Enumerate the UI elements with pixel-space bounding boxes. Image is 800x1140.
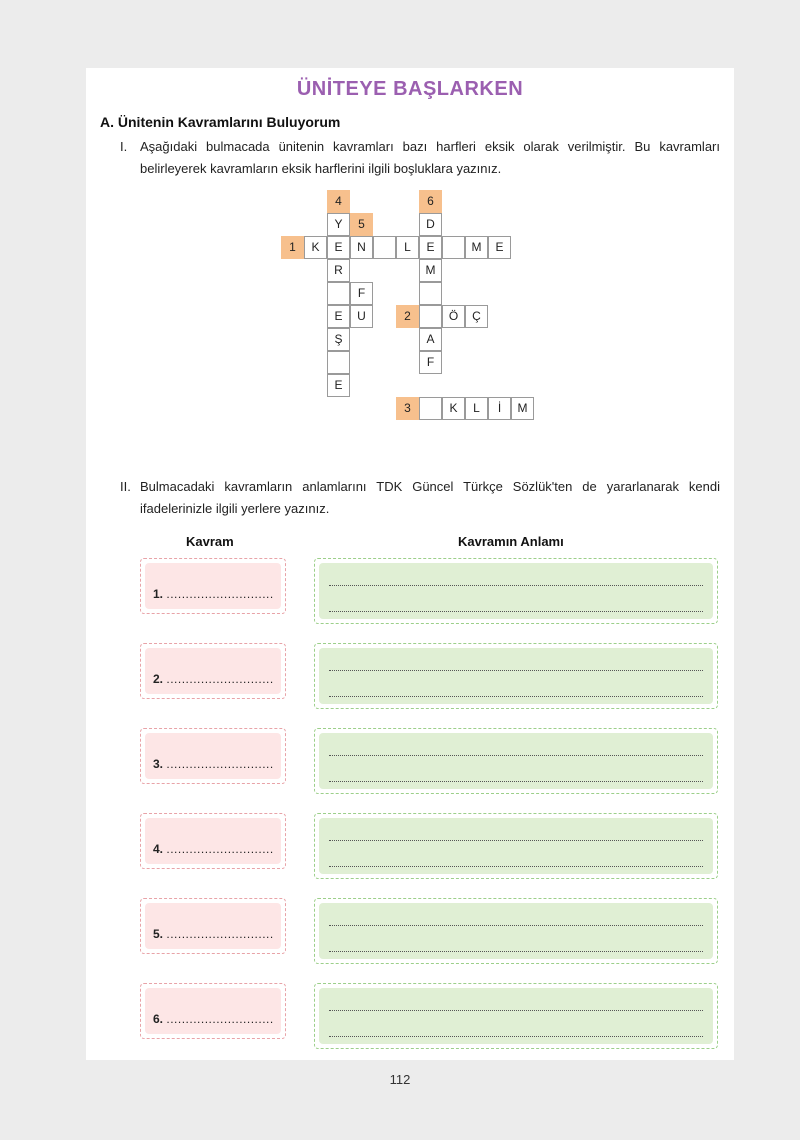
- crossword-cell-1-4[interactable]: [373, 236, 396, 259]
- anlam-box-fill: [319, 648, 713, 704]
- instruction-part-2: [120, 476, 720, 520]
- kavram-number: 5.: [153, 927, 164, 941]
- anlam-line-2: [329, 611, 703, 612]
- anlam-line-2: [329, 951, 703, 952]
- crossword-cell-6-1[interactable]: D: [419, 213, 442, 236]
- worksheet-page: [86, 68, 734, 1060]
- anlam-box[interactable]: [314, 643, 718, 709]
- kavram-box[interactable]: [140, 558, 286, 614]
- crossword-cell-6-6[interactable]: A: [419, 328, 442, 351]
- answer-row: [140, 728, 718, 796]
- anlam-line-1: [329, 925, 703, 926]
- crossword-cell-3-4[interactable]: İ: [488, 397, 511, 420]
- answer-row: [140, 813, 718, 881]
- crossword-cell-4-4[interactable]: [327, 282, 350, 305]
- crossword-cell-1-8[interactable]: M: [465, 236, 488, 259]
- kavram-number: 6.: [153, 1012, 164, 1026]
- anlam-line-2: [329, 866, 703, 867]
- anlam-line-2: [329, 696, 703, 697]
- anlam-box-fill: [319, 563, 713, 619]
- anlam-box-fill: [319, 818, 713, 874]
- anlam-box[interactable]: [314, 898, 718, 964]
- crossword-cell-4-1[interactable]: Y: [327, 213, 350, 236]
- crossword-cell-5-3[interactable]: U: [350, 305, 373, 328]
- instruction-part-1: [120, 136, 720, 180]
- anlam-line-2: [329, 1036, 703, 1037]
- crossword-cell-3-3[interactable]: L: [465, 397, 488, 420]
- roman-numeral-2: II.: [120, 479, 131, 494]
- kavram-blank: ............................: [166, 842, 274, 856]
- crossword-cell-1-3[interactable]: N: [350, 236, 373, 259]
- kavram-blank: ............................: [166, 927, 274, 941]
- kavram-box[interactable]: [140, 643, 286, 699]
- kavram-label: [153, 587, 274, 601]
- kavram-number: 3.: [153, 757, 164, 771]
- kavram-label: [153, 927, 274, 941]
- crossword-cell-4-6[interactable]: Ş: [327, 328, 350, 351]
- kavram-box[interactable]: [140, 728, 286, 784]
- crossword-cell-3-5[interactable]: M: [511, 397, 534, 420]
- anlam-line-1: [329, 1010, 703, 1011]
- anlam-line-1: [329, 755, 703, 756]
- crossword-cell-4-3[interactable]: R: [327, 259, 350, 282]
- crossword-cell-6-7[interactable]: F: [419, 351, 442, 374]
- kavram-box-fill: [145, 563, 281, 609]
- crossword-cell-5-2[interactable]: F: [350, 282, 373, 305]
- kavram-number: 1.: [153, 587, 164, 601]
- crossword-cell-4-5[interactable]: E: [327, 305, 350, 328]
- crossword-cell-2-3[interactable]: Ç: [465, 305, 488, 328]
- kavram-box-fill: [145, 818, 281, 864]
- anlam-box[interactable]: [314, 983, 718, 1049]
- crossword-cell-1-9[interactable]: E: [488, 236, 511, 259]
- anlam-line-1: [329, 585, 703, 586]
- crossword-cell-6-3[interactable]: M: [419, 259, 442, 282]
- kavram-box-fill: [145, 648, 281, 694]
- answer-row: [140, 898, 718, 966]
- kavram-column-header: Kavram: [186, 534, 234, 549]
- section-a-heading: A. Ünitenin Kavramlarını Buluyorum: [100, 114, 341, 130]
- crossword-cell-1-2[interactable]: E: [327, 236, 350, 259]
- kavram-blank: ............................: [166, 672, 274, 686]
- crossword-cell-1-1[interactable]: K: [304, 236, 327, 259]
- kavram-blank: ............................: [166, 1012, 274, 1026]
- answer-row: [140, 643, 718, 711]
- crossword-cell-2-1[interactable]: [419, 305, 442, 328]
- clue-number-3: 3: [396, 397, 419, 420]
- anlam-box-fill: [319, 988, 713, 1044]
- kavram-box-fill: [145, 733, 281, 779]
- crossword-cell-1-7[interactable]: [442, 236, 465, 259]
- anlam-box-fill: [319, 903, 713, 959]
- clue-number-4: 4: [327, 190, 350, 213]
- page-number: 112: [389, 1072, 411, 1087]
- anlam-line-2: [329, 781, 703, 782]
- kavram-box[interactable]: [140, 813, 286, 869]
- crossword-cell-3-2[interactable]: K: [442, 397, 465, 420]
- crossword-cell-6-4[interactable]: [419, 282, 442, 305]
- kavram-label: [153, 672, 274, 686]
- kavram-box[interactable]: [140, 983, 286, 1039]
- kavram-label: [153, 1012, 274, 1026]
- anlam-box[interactable]: [314, 558, 718, 624]
- roman-numeral-1: I.: [120, 139, 128, 154]
- crossword-cell-4-7[interactable]: [327, 351, 350, 374]
- kavram-number: 2.: [153, 672, 164, 686]
- instruction-text-1: Aşağıdaki bulmacada ünitenin kavramları bazı harfleri eksik olarak verilmiştir. Bu kavramları belirleyerek kavramların eksik harflerini ilgili boşluklara yazınız.: [140, 139, 720, 176]
- clue-number-6: 6: [419, 190, 442, 213]
- kavram-number: 4.: [153, 842, 164, 856]
- crossword-cell-1-6[interactable]: E: [419, 236, 442, 259]
- instruction-text-2: Bulmacadaki kavramların anlamlarını TDK Güncel Türkçe Sözlük'ten de yararlanarak kendi ifadelerinizle ilgili yerlere yazınız.: [140, 479, 720, 516]
- kavram-blank: ............................: [166, 757, 274, 771]
- anlam-box-fill: [319, 733, 713, 789]
- page-title: ÜNİTEYE BAŞLARKEN: [296, 78, 524, 100]
- clue-number-5: 5: [350, 213, 373, 236]
- anlam-box[interactable]: [314, 728, 718, 794]
- answer-row: [140, 558, 718, 626]
- answer-row: [140, 983, 718, 1051]
- anlam-box[interactable]: [314, 813, 718, 879]
- crossword-cell-1-5[interactable]: L: [396, 236, 419, 259]
- kavram-label: [153, 757, 274, 771]
- clue-number-1: 1: [281, 236, 304, 259]
- kavram-box-fill: [145, 988, 281, 1034]
- crossword-cell-3-1[interactable]: [419, 397, 442, 420]
- clue-number-2: 2: [396, 305, 419, 328]
- anlam-line-1: [329, 840, 703, 841]
- kavram-box-fill: [145, 903, 281, 949]
- anlam-column-header: Kavramın Anlamı: [458, 534, 564, 549]
- crossword-cell-4-8[interactable]: E: [327, 374, 350, 397]
- crossword-cell-2-2[interactable]: Ö: [442, 305, 465, 328]
- kavram-box[interactable]: [140, 898, 286, 954]
- kavram-label: [153, 842, 274, 856]
- anlam-line-1: [329, 670, 703, 671]
- kavram-blank: ............................: [166, 587, 274, 601]
